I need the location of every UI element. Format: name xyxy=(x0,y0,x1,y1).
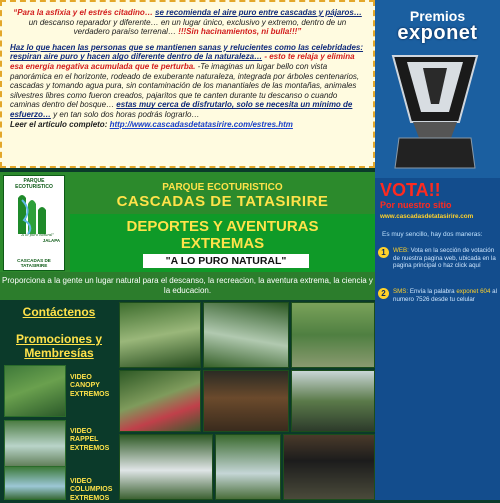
quote-rest: un descanso reparador y diferente… en un lugar único, exclusivo y extremo, dentro de un verdadero paraíso terrenal… xyxy=(28,17,347,37)
rappel-video-link[interactable] xyxy=(70,428,109,453)
video-title: CANOPY xyxy=(70,382,100,390)
video-label: VIDEO xyxy=(70,478,92,485)
photo-river[interactable] xyxy=(291,302,375,368)
canopy-video-link[interactable] xyxy=(70,374,109,399)
step-sms-desc2: al numero 7526 desde tu celular xyxy=(393,288,497,303)
step-sms-code: exponet 604 xyxy=(456,288,491,295)
step-web-desc: Vota en la sección de votación de nuestra pagina web, ubicada en la pagina principal o haz click aquí xyxy=(393,247,496,270)
quote-end: !!!Sin hacinamientos, ni bulla!!!” xyxy=(178,27,302,37)
effort-link[interactable]: estas muy cerca de disfrutarlo, solo se necesita un mínimo de esfuerzo… xyxy=(10,100,353,119)
sports-line1: DEPORTES Y AVENTURAS xyxy=(126,218,319,235)
photo-group-tent[interactable] xyxy=(291,370,375,432)
vote-instructions-intro: Es muy sencillo, hay dos maneras: xyxy=(382,231,483,238)
quote-asfixia: “Para la asfixia y el estrés citadino… xyxy=(13,8,153,17)
pure-natural-tagline: "A LO PURO NATURAL" xyxy=(143,254,309,268)
trophy-icon xyxy=(389,52,481,172)
promotions-link[interactable]: Promociones y Membresías xyxy=(15,332,103,360)
photo-tree[interactable] xyxy=(119,302,201,368)
logo-jalapa: JALAPA xyxy=(42,238,60,243)
rappel-video-thumbnail[interactable] xyxy=(4,420,66,472)
notice-paragraph-1 xyxy=(10,8,365,37)
canopy-video-thumbnail[interactable] xyxy=(4,365,66,417)
video-label: VIDEO xyxy=(70,428,92,435)
step-sms-keyword: SMS: xyxy=(393,288,409,295)
step-sms-text xyxy=(393,288,498,303)
vote-section xyxy=(375,178,500,226)
swings-video-thumbnail[interactable] xyxy=(4,466,66,500)
promo-notice xyxy=(0,0,375,168)
article-link[interactable]: http://www.cascadasdetatasirire.com/estres.htm xyxy=(109,119,293,129)
photo-friends[interactable] xyxy=(283,434,375,500)
notice-paragraph-2 xyxy=(10,43,365,129)
vote-subtitle: Por nuestro sitio xyxy=(380,200,452,210)
celebrities-heading: Haz lo que hacen las personas que se mantienen sanas y relucientes como las celebridades: respiran aire puro y hacen algo diferente dentro de la naturaleza… xyxy=(10,42,364,62)
vote-site-url[interactable]: www.cascadasdetatasirire.com xyxy=(380,213,474,220)
park-title xyxy=(70,178,375,214)
park-title-line2: CASCADAS DE TATASIRIRE xyxy=(116,193,329,210)
exponet-title: exponet xyxy=(397,22,478,44)
contact-link[interactable]: Contáctenos xyxy=(22,305,96,319)
waterfall-logo-icon xyxy=(12,190,56,238)
relax-text: - esto te relaja y elimina esa energía negativa acumulada que te perturba. xyxy=(10,52,355,71)
video-label: VIDEO xyxy=(70,374,92,381)
step-web-keyword: WEB: xyxy=(393,247,409,254)
step-number-2: 2 xyxy=(378,288,389,299)
imagine-text: -Te imaginas un lugar bello con vista panorámica en el horizonte, rodeado de exuberante naturaleza, integrada por árboles centenarios, cascadas y tomando agua pura, sin contaminación de los manantiales de las montañas, animales silvestres libres como fueron creados, pajaritos que te canten durante tu descanso o cuando caminas dentro del bosque… xyxy=(10,61,360,110)
swings-video-link[interactable] xyxy=(70,478,112,503)
park-title-line1: PARQUE ECOTURISTICO xyxy=(162,182,283,193)
park-description: Proporciona a la gente un lugar natural para el descanso, la recreacion, la aventura extrema, la ciencia y la educacion. xyxy=(0,272,375,300)
park-logo[interactable] xyxy=(3,175,65,271)
sports-line2: EXTREMAS xyxy=(180,235,265,252)
video-subtitle: EXTREMOS xyxy=(70,444,110,452)
photo-hikers[interactable] xyxy=(119,370,201,432)
photo-cascade[interactable] xyxy=(215,434,281,500)
video-title: RAPPEL xyxy=(70,436,99,444)
step-number-1: 1 xyxy=(378,247,389,258)
logo-motto: “A lo puro natural” xyxy=(20,233,55,237)
video-subtitle: EXTREMOS xyxy=(70,390,110,398)
logo-bottom-text: CASCADAS DE TATASIRIRE xyxy=(17,258,51,268)
photo-waterfall[interactable] xyxy=(203,302,289,368)
premios-title: Premios xyxy=(409,8,466,24)
photo-waterfall-people[interactable] xyxy=(119,434,213,500)
photo-cabin-bed[interactable] xyxy=(203,370,289,432)
step-sms-desc1: Envía la palabra xyxy=(409,288,455,295)
step-web-text xyxy=(393,247,498,270)
vote-title: VOTA!! xyxy=(380,180,441,200)
logo-top-text: PARQUE ECOTURISTICO xyxy=(15,178,53,190)
video-title: COLUMPIOS xyxy=(70,486,113,494)
read-article-label: Leer el artículo completo: xyxy=(10,119,108,129)
video-subtitle: EXTREMOS xyxy=(70,494,110,502)
quote-recommend: se recomienda el aire puro entre cascadas y pájaros… xyxy=(155,8,362,17)
two-hours-text: y en tan solo dos horas podrás lograrlo… xyxy=(53,109,200,119)
